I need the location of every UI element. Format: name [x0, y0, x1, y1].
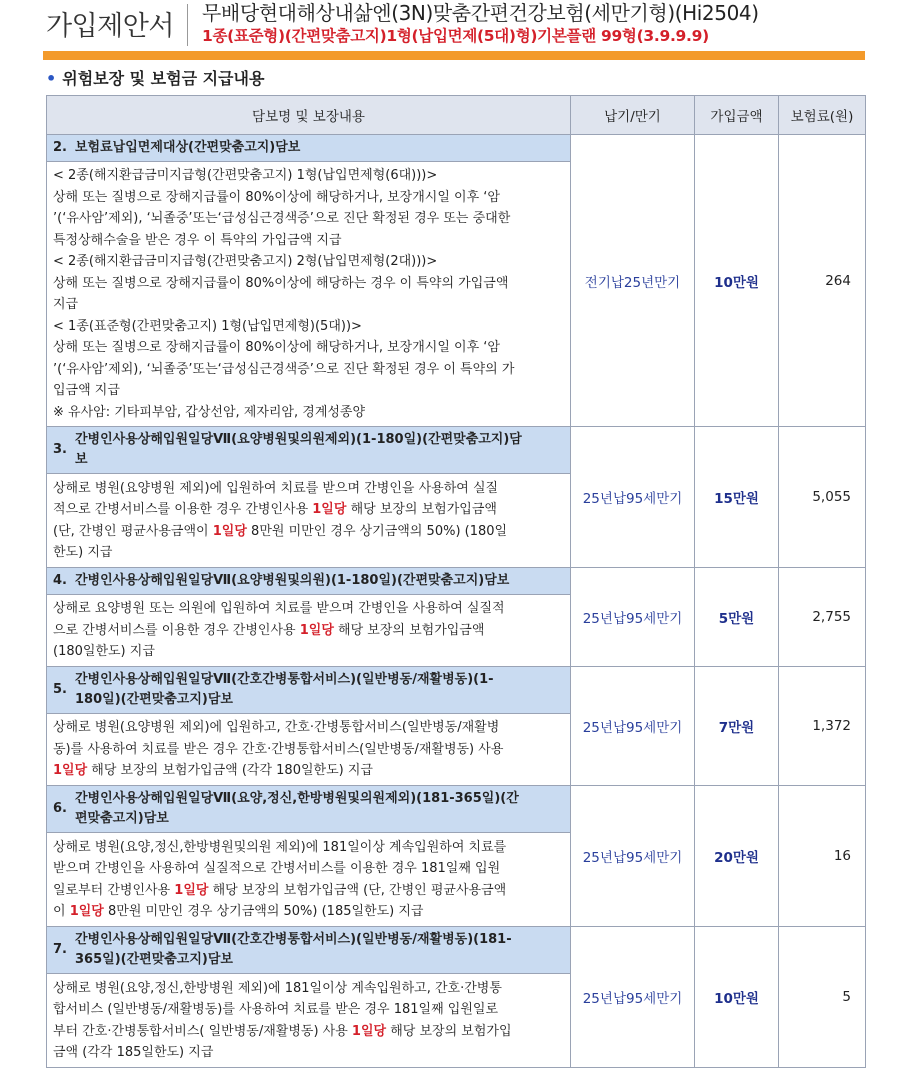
- desc-text: (180일한도) 지급: [53, 644, 155, 660]
- desc-line: 특정상해수술을 받은 경우 이 특약의 가입금액 지급: [53, 232, 342, 248]
- desc-text: 동)를 사용하여 치료를 받은 경우 간호·간병통합서비스(일반병동/재활병동) 사용: [53, 741, 504, 757]
- coverage-premium: 5: [779, 927, 866, 1068]
- table-header-row: [47, 96, 866, 135]
- coverage-title-text: [75, 789, 560, 829]
- coverage-title-row: [47, 927, 866, 974]
- header-accent-bar: [43, 51, 865, 60]
- desc-text: 금액 (각각 185일한도) 지급: [53, 1045, 214, 1060]
- highlight-text: 1일당: [212, 523, 247, 539]
- highlight-text: 1일당: [53, 763, 88, 779]
- coverage-title: [47, 667, 571, 714]
- desc-text: 상해로 병원(요양,정신,한방병원 제외)에 181일이상 계속입원하고, 간호·간병통: [53, 980, 502, 996]
- coverage-amount: 20만원: [695, 786, 779, 927]
- coverage-table: [46, 95, 866, 1068]
- desc-text: 부터 간호·간병통합서비스( 일반병동/재활병동) 사용: [53, 1023, 352, 1039]
- desc-text: 적으로 간병서비스를 이용한 경우 간병인사용: [53, 502, 313, 517]
- coverage-term: 25년납95세만기: [571, 927, 695, 1068]
- coverage-description: [47, 162, 571, 427]
- desc-line: [53, 478, 564, 500]
- coverage-title-row: [47, 667, 866, 714]
- coverage-title-text: 보험료납입면제대상(간편맞춤고지)담보: [75, 140, 301, 155]
- desc-line: [53, 521, 564, 543]
- header-divider: [187, 4, 188, 46]
- coverage-premium: 2,755: [779, 568, 866, 667]
- desc-line: [53, 620, 564, 642]
- desc-text: 해당 보장의 보험가입금액: [346, 502, 497, 517]
- desc-line: [53, 542, 564, 564]
- title-line: 편맞춤고지)담보: [75, 811, 169, 826]
- desc-text: 일로부터 간병인사용: [53, 882, 175, 898]
- desc-line: 상해 또는 질병으로 장해지급률이 80%이상에 해당하는 경우 이 특약의 가입금액: [53, 275, 509, 291]
- title-line: 간병인사용상해입원일당Ⅶ(간호간병통합서비스)(일반병동/재활병동)(181-: [75, 932, 512, 947]
- desc-line: [53, 858, 564, 880]
- desc-line: [53, 880, 564, 902]
- highlight-text: 1일당: [299, 622, 334, 638]
- coverage-premium: 264: [779, 135, 866, 427]
- coverage-amount: 5만원: [695, 568, 779, 667]
- highlight-text: 1일당: [69, 904, 104, 919]
- highlight-text: 1일당: [351, 1023, 387, 1039]
- coverage-title-text: 간병인사용상해입원일당Ⅶ(요양병원및의원)(1-180일)(간편맞춤고지)담보: [75, 573, 510, 588]
- coverage-term: 25년납95세만기: [571, 427, 695, 568]
- coverage-description: [47, 474, 571, 568]
- header-term: 납기/만기: [571, 96, 695, 135]
- desc-line: [53, 1021, 564, 1043]
- title-line: 365일)(간편맞춤고지)담보: [75, 952, 233, 967]
- coverage-premium: 5,055: [779, 427, 866, 568]
- desc-text: 8만원 미만인 경우 상기금액의 50%) (180일: [246, 523, 508, 539]
- document-title: 가입제안서: [46, 11, 174, 42]
- coverage-title: [47, 427, 571, 474]
- desc-line: ’(‘유사암’제외), ‘뇌졸중’또는‘급성심근경색증’으로 진단 확정된 경우 또는 중대한: [53, 211, 511, 226]
- desc-line: [53, 598, 564, 620]
- desc-text: 이: [53, 904, 70, 919]
- desc-line: [53, 837, 564, 859]
- coverage-number: 2.: [53, 140, 67, 155]
- plan-name: 1종(표준형)(간편맞춤고지)1형(납입면제(5대)형)기본플랜 99형(3.9.9.9): [202, 27, 709, 45]
- coverage-title-row: [47, 427, 866, 474]
- desc-text: 상해로 병원(요양병원 제외)에 입원하여 치료를 받으며 간병인을 사용하여 실질: [53, 480, 499, 496]
- desc-line: [53, 641, 564, 663]
- coverage-amount: 15만원: [695, 427, 779, 568]
- highlight-text: 1일당: [174, 882, 209, 898]
- desc-line: 입금액 지급: [53, 383, 120, 398]
- coverage-title: [47, 786, 571, 833]
- coverage-premium: 1,372: [779, 667, 866, 786]
- coverage-amount: 7만원: [695, 667, 779, 786]
- desc-line: < 2종(해지환급금미지급형(간편맞춤고지) 1형(납입면제형(6대)))>: [53, 168, 438, 183]
- product-name: 무배당현대해상내삶엔(3N)맞춤간편건강보험(세만기형)(Hi2504): [202, 1, 759, 25]
- coverage-number: 6.: [53, 801, 67, 816]
- coverage-title: [47, 568, 571, 595]
- desc-line: [53, 999, 564, 1021]
- coverage-title-row: [47, 568, 866, 595]
- header-premium: 보험료(원): [779, 96, 866, 135]
- desc-text: (단, 간병인 평균사용금액이: [53, 523, 213, 539]
- desc-line: [53, 901, 564, 923]
- desc-text: 해당 보장의 보험가입금액 (각각 180일한도) 지급: [87, 763, 373, 779]
- desc-text: 해당 보장의 보험가입금액: [333, 622, 485, 638]
- title-line: 보: [75, 452, 88, 467]
- coverage-number: 7.: [53, 942, 67, 957]
- desc-line: 상해 또는 질병으로 장해지급률이 80%이상에 해당하거나, 보장개시일 이후 ‘암: [53, 189, 500, 205]
- desc-text: 상해로 병원(요양병원 제외)에 입원하고, 간호·간병통합서비스(일반병동/재활병: [53, 720, 500, 736]
- coverage-title-text: [75, 930, 560, 970]
- header-amount: 가입금액: [695, 96, 779, 135]
- desc-text: 해당 보장의 보험가입: [386, 1023, 512, 1039]
- coverage-title: [47, 927, 571, 974]
- section-title: [46, 66, 264, 89]
- title-line: 간병인사용상해입원일당Ⅶ(요양병원및의원제외)(1-180일)(간편맞춤고지)담: [75, 432, 522, 447]
- coverage-title-row: [47, 786, 866, 833]
- coverage-title-text: [75, 670, 560, 710]
- coverage-number: 5.: [53, 682, 67, 697]
- coverage-term: 25년납95세만기: [571, 667, 695, 786]
- desc-text: 상해로 병원(요양,정신,한방병원및의원 제외)에 181일이상 계속입원하여 치료를: [53, 839, 507, 855]
- desc-line: ’(‘유사암’제외), ‘뇌졸중’또는‘급성심근경색증’으로 진단 확정된 경우 이 특약의 가: [53, 361, 515, 377]
- desc-text: 합서비스 (일반병동/재활병동)를 사용하여 치료를 받은 경우 181일째 입원일로: [53, 1002, 499, 1017]
- coverage-description: [47, 833, 571, 927]
- desc-text: 으로 간병서비스를 이용한 경우 간병인사용: [53, 622, 300, 638]
- coverage-number: 3.: [53, 442, 67, 457]
- desc-text: 한도) 지급: [53, 545, 113, 560]
- title-line: 간병인사용상해입원일당Ⅶ(간호간병통합서비스)(일반병동/재활병동)(1-: [75, 672, 494, 687]
- desc-text: 상해로 요양병원 또는 의원에 입원하여 치료를 받으며 간병인을 사용하여 실질적: [53, 601, 505, 617]
- desc-line: 지급: [53, 297, 79, 312]
- coverage-amount: 10만원: [695, 135, 779, 427]
- desc-line: [53, 978, 564, 1000]
- coverage-number: 4.: [53, 573, 67, 588]
- desc-line: [53, 717, 564, 739]
- coverage-description: [47, 714, 571, 786]
- desc-text: 해당 보장의 보험가입금액 (단, 간병인 평균사용금액: [208, 882, 507, 898]
- desc-line: < 1종(표준형(간편맞춤고지) 1형(납입면제형)(5대))>: [53, 318, 362, 334]
- desc-line: [53, 760, 564, 782]
- desc-line: 상해 또는 질병으로 장해지급률이 80%이상에 해당하거나, 보장개시일 이후 ‘암: [53, 340, 500, 355]
- coverage-term: 25년납95세만기: [571, 568, 695, 667]
- section-title-text: 위험보장 및 보험금 지급내용: [62, 69, 265, 88]
- coverage-term: 전기납25년만기: [571, 135, 695, 427]
- coverage-description: [47, 974, 571, 1068]
- coverage-premium: 16: [779, 786, 866, 927]
- coverage-title-row: [47, 135, 866, 162]
- coverage-amount: 10만원: [695, 927, 779, 1068]
- title-line: 간병인사용상해입원일당Ⅶ(요양,정신,한방병원및의원제외)(181-365일)(간: [75, 791, 519, 806]
- header-coverage: 담보명 및 보장내용: [47, 96, 571, 135]
- coverage-term: 25년납95세만기: [571, 786, 695, 927]
- coverage-title: [47, 135, 571, 162]
- highlight-text: 1일당: [312, 502, 347, 517]
- bullet-icon: •: [46, 69, 57, 88]
- desc-line: < 2종(해지환급금미지급형(간편맞춤고지) 2형(납입면제형(2대)))>: [53, 254, 438, 269]
- desc-text: 받으며 간병인을 사용하여 실질적으로 간병서비스를 이용한 경우 181일째 입원: [53, 861, 501, 876]
- desc-line: [53, 739, 564, 761]
- desc-line: [53, 1042, 564, 1064]
- coverage-description: [47, 595, 571, 667]
- title-line: 180일)(간편맞춤고지)담보: [75, 692, 233, 707]
- desc-text: 8만원 미만인 경우 상기금액의 50%) (185일한도) 지급: [103, 904, 424, 919]
- desc-line: [53, 499, 564, 521]
- coverage-title-text: [75, 430, 560, 470]
- desc-line: ※ 유사암: 기타피부암, 갑상선암, 제자리암, 경계성종양: [53, 404, 366, 420]
